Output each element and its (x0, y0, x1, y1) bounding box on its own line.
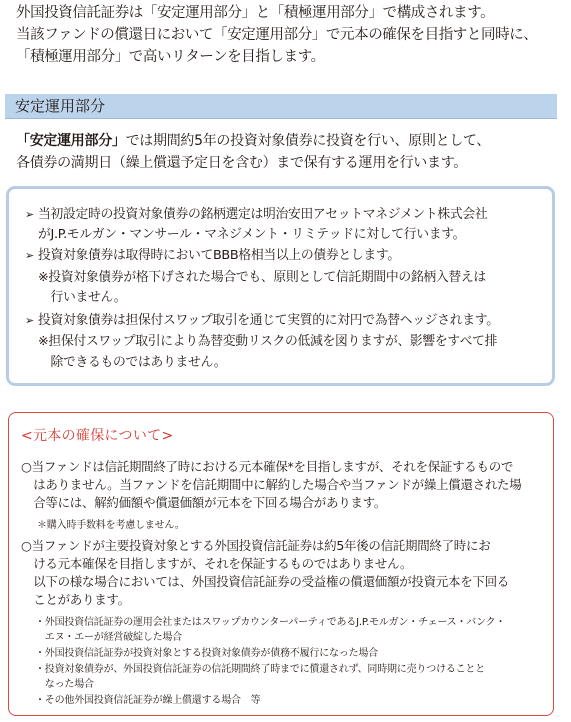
bullet-continuation: がJ.P.モルガン・マンサール・マネジメント・リミテッドに対して行います。 (38, 227, 466, 242)
section-title: 安定運用部分 (15, 97, 106, 115)
policy-box (6, 186, 555, 386)
bullet-note: ※担保付スワップ取引により為替変動リスクの低減を図りますが、影響をすべて排 (38, 334, 498, 349)
notice-line: 合等には、解約価額や償還価額が元本を下回る場合があります。 (21, 495, 387, 510)
intro-line: 外国投資信託証券は「安定運用部分」と「積極運用部分」で構成されます。 (16, 5, 495, 21)
bullet-note: ※投資対象債券が格下げされた場合でも、原則として信託期間中の銘柄入替えは (38, 270, 486, 285)
notice-line: はありません。当ファンドを信託期間中に解約した場合や当ファンドが繰上償還された場 (21, 477, 522, 492)
bullet-item: ➢ 投資対象債券は担保付スワップ取引を通じて実質的に対円で為替ヘッジされます。 (25, 313, 499, 328)
arrow-bullet-icon: ➢ (25, 249, 34, 262)
bullet-item: ➢ 投資対象債券は取得時においてBBB格相当以上の債券とします。 (25, 248, 400, 263)
section-description (16, 130, 561, 174)
intro-line: 「積極運用部分」で高いリターンを目指します。 (16, 49, 325, 65)
case-item: ・外国投資信託証券の運用会社またはスワップカウンターパーティであるJ.P.モルガン・チェース・バンク・ (35, 617, 506, 628)
notice-line: 以下の様な場合においては、外国投資信託証券の受益権の償還価額が投資元本を下回る (21, 574, 510, 589)
case-item: なった場合 (35, 679, 94, 690)
arrow-bullet-icon: ➢ (25, 208, 34, 221)
bullet-item: ➢ 当初設定時の投資対象債券の銘柄選定は明治安田アセットマネジメント株式会社 (25, 207, 488, 222)
description-text: では期間約5年の投資対象債券に投資を行い、原則として、 (125, 133, 491, 149)
case-item: エヌ・エーが経営破綻した場合 (35, 632, 182, 643)
bullet-note: 除できるものではありません。 (38, 355, 227, 370)
case-item: ・投資対象債券が、外国投資信託証券の信託期間終了時までに償還されず、同時期に売りつけることと (35, 664, 485, 675)
intro-line: 当該ファンドの償還日において「安定運用部分」で元本の確保を目指すと同時に、 (16, 27, 538, 43)
principal-notice-box (8, 412, 554, 716)
bullet-note: 行いません。 (38, 290, 127, 305)
intro-text (16, 2, 564, 68)
description-line: 各債券の満期日（繰上償還予定日を含む）まで保有する運用を行います。 (16, 155, 467, 171)
description-bold: 「安定運用部分」 (16, 133, 126, 149)
notice-line: ける元本確保を目指しますが、それを保証するものではありません。 (21, 556, 413, 571)
notice-line: ○当ファンドは信託期間終了時における元本確保*を目指しますが、それを保証するもので (21, 459, 514, 474)
section-header (5, 94, 557, 119)
arrow-bullet-icon: ➢ (25, 314, 34, 327)
case-item: ・その他外国投資信託証券が繰上償還する場合 等 (35, 695, 261, 706)
notice-line: ことがあります。 (21, 592, 130, 607)
description-line (16, 130, 561, 152)
notice-line: ○当ファンドが主要投資対象とする外国投資信託証券は約5年後の信託期間終了時にお (21, 538, 491, 553)
notice-title: <元本の確保について> (21, 428, 174, 444)
case-item: ・外国投資信託証券が投資対象とする投資対象債券が債務不履行になった場合 (35, 648, 378, 659)
footnote: ＊購入時手数料を考慮しません。 (37, 520, 185, 531)
